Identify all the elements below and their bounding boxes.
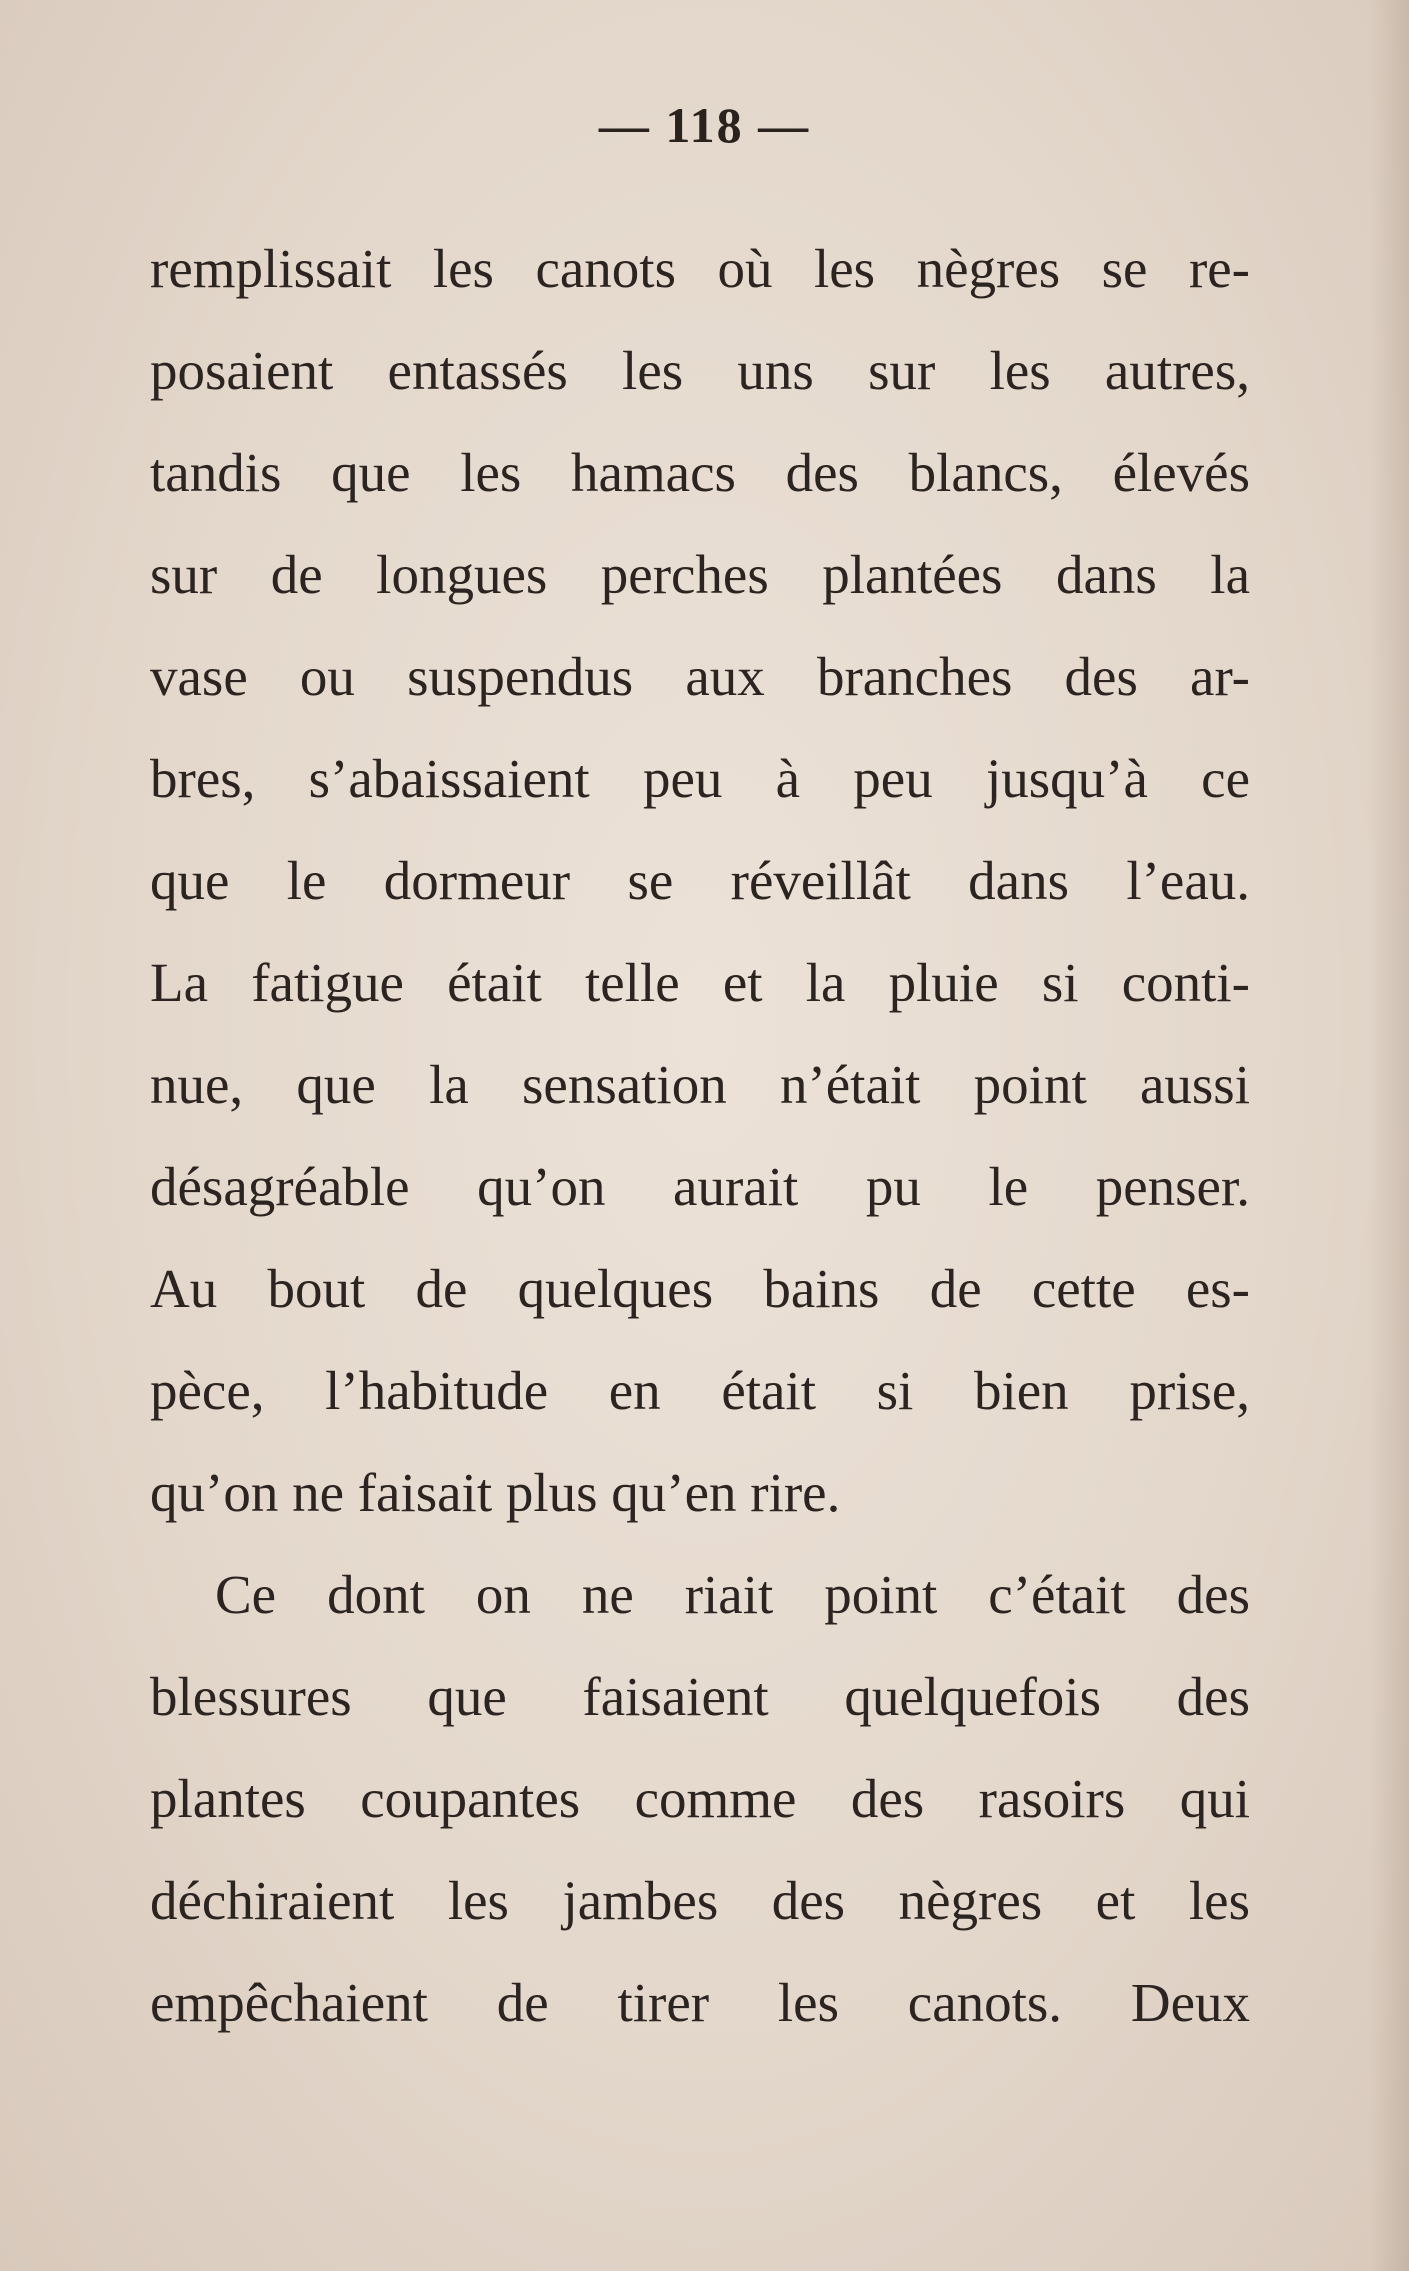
text-line: Au bout de quelques bains de cette es-	[150, 1258, 1250, 1319]
text-line: tandis que les hamacs des blancs, élevés	[150, 442, 1250, 503]
text-line: sur de longues perches plantées dans la	[150, 544, 1250, 605]
page-number: — 118 —	[598, 97, 811, 153]
text-line: bres, s’abaissaient peu à peu jusqu’à ce	[150, 748, 1250, 809]
text-line: vase ou suspendus aux branches des ar-	[150, 646, 1250, 707]
text-line: blessures que faisaient quelquefois des	[150, 1666, 1250, 1727]
text-line: remplissait les canots où les nègres se re-	[150, 238, 1250, 299]
text-line: La fatigue était telle et la pluie si conti-	[150, 952, 1250, 1013]
text-line: nue, que la sensation n’était point aussi	[150, 1054, 1250, 1115]
text-line: pèce, l’habitude en était si bien prise,	[150, 1360, 1250, 1421]
text-line: que le dormeur se réveillât dans l’eau.	[150, 850, 1250, 911]
body-text	[150, 218, 1250, 2054]
text-line: posaient entassés les uns sur les autres,	[150, 340, 1250, 401]
text-line: empêchaient de tirer les canots. Deux	[150, 1972, 1250, 2033]
text-line: qu’on ne faisait plus qu’en rire.	[150, 1462, 841, 1523]
text-line: plantes coupantes comme des rasoirs qui	[150, 1768, 1250, 1829]
text-line: déchiraient les jambes des nègres et les	[150, 1870, 1250, 1931]
page-edge-shadow	[1369, 0, 1409, 2271]
text-line: désagréable qu’on aurait pu le penser.	[150, 1156, 1250, 1217]
text-line: Ce dont on ne riait point c’était des	[215, 1564, 1250, 1625]
